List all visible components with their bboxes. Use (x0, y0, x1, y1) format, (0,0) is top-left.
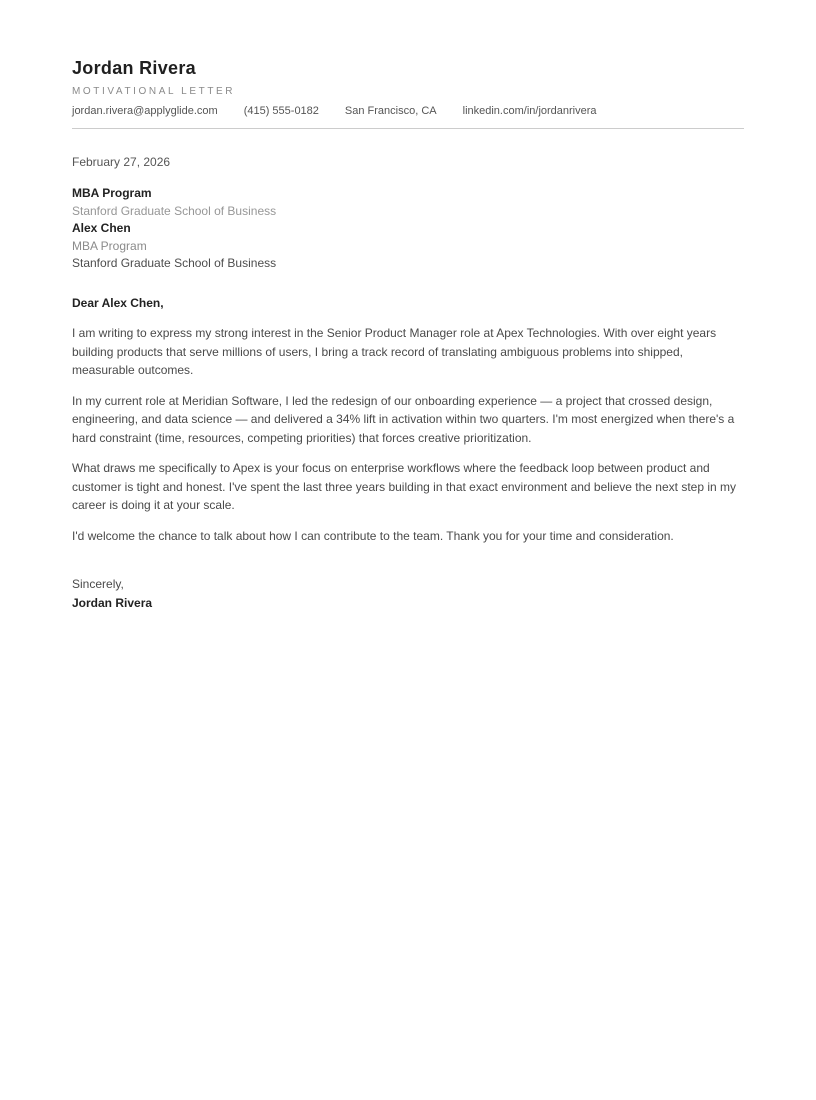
header-divider (72, 128, 744, 129)
body-paragraph-4: I'd welcome the chance to talk about how I can contribute to the team. Thank you for your time and consideration. (72, 528, 674, 543)
recipient-name: Alex Chen (72, 221, 131, 235)
contact-location: San Francisco, CA (344, 105, 437, 117)
body-paragraph-1: I am writing to express my strong interest in the Senior Product Manager role at Apex Technologies. With over eight years building products that serve millions of users, I bring a track record of translating ambiguous problems into shipped, measurable outcomes. (72, 326, 717, 377)
contact-phone: (415) 555-0182 (243, 105, 319, 117)
closing-phrase: Sincerely, (72, 577, 124, 591)
letter-page (72, 0, 744, 612)
contact-row (72, 105, 744, 117)
document-type-label: MOTIVATIONAL LETTER (72, 86, 236, 97)
recipient-program: MBA Program (72, 186, 152, 200)
contact-linkedin: linkedin.com/in/jordanrivera (462, 105, 597, 117)
recipient-institution: Stanford Graduate School of Business (72, 256, 277, 270)
recipient-block (72, 185, 744, 273)
body-paragraph-3: What draws me specifically to Apex is your focus on enterprise workflows where the feedback loop between product and customer is tight and honest. I've spent the last three years building in that exact environment and believe the next step in my career is doing it at your scale. (72, 461, 737, 512)
letter-date: February 27, 2026 (72, 155, 171, 169)
recipient-title: MBA Program (72, 238, 147, 253)
signature-block (72, 575, 744, 612)
contact-email: jordan.rivera@applyglide.com (72, 105, 218, 117)
applicant-name: Jordan Rivera (72, 58, 196, 78)
body-paragraph-2: In my current role at Meridian Software, I led the redesign of our onboarding experience — a project that crossed design, engineering, and data science — and delivered a 34% lift in activation within two quarters. I'm most energized when there's a hard constraint (time, resources, competing priorities) that forces creative prioritization. (72, 393, 735, 445)
recipient-school: Stanford Graduate School of Business (72, 203, 277, 218)
letter-header (72, 57, 744, 129)
signature-name: Jordan Rivera (72, 595, 153, 610)
salutation: Dear Alex Chen, (72, 295, 164, 310)
